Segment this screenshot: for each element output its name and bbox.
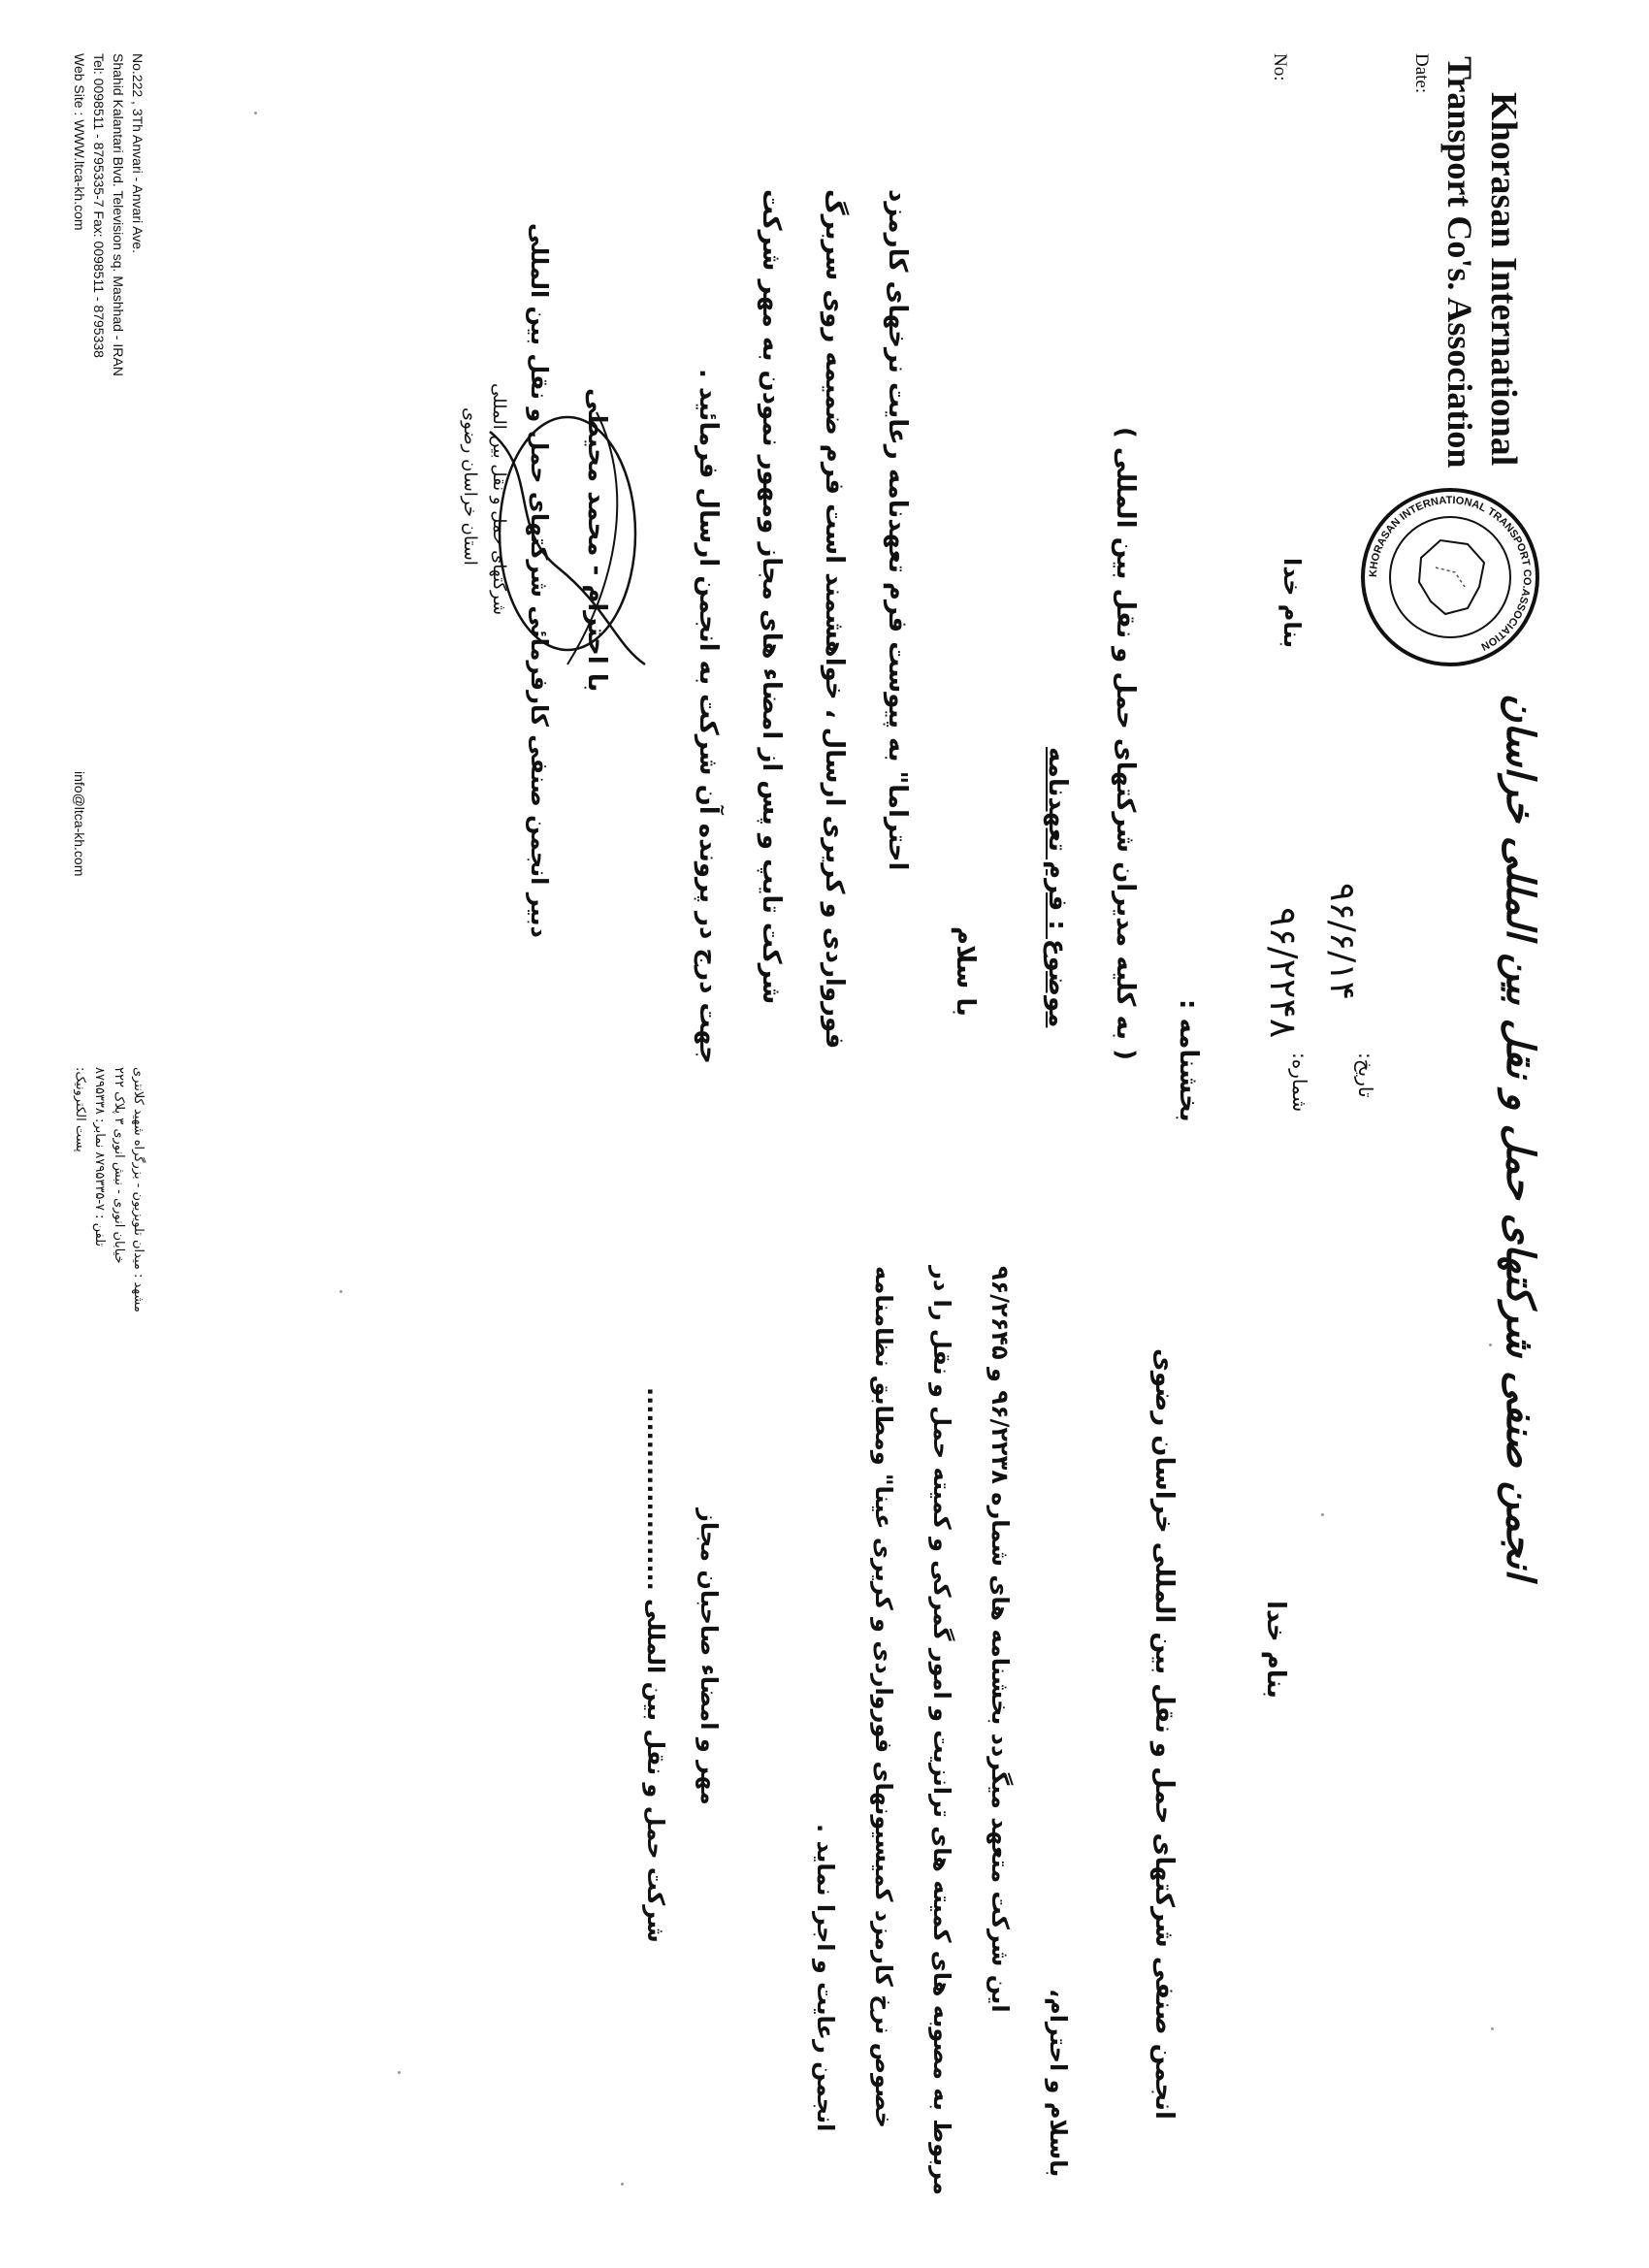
shomare-label: شماره: [1288,1053,1311,1113]
letter2-sign-label: مهر و امضاء صاحبان مجاز [695,1508,723,1805]
footer-web-en: Web Site : WWW.ltca-kh.com [72,53,87,231]
tarikh-label: تاریخ: [1354,1053,1377,1098]
footer-fa-line2: خیابان انوری - نبش انوری ۳ پلاک ۲۲۲ [112,1067,126,1264]
letter2-body-line: انجمن رعایت و اجرا نماید . [812,1824,839,2132]
stamp-text-line1: شرکتهای حمل و نقل بین المللی [489,383,509,616]
letter1-body-line: فورواردی و کریری ارسال ، خواهشمند است فرم ضمیمه روی سربرگ [820,189,849,1050]
date-label: Date: [1411,53,1432,94]
letter2-body-line: مربوط به مصوبه های کمیته های ترانزیت و امور گمرکی و کمیته حمل و نقل را در [928,1266,955,2195]
letter1-greeting: با سلام [951,926,980,1017]
letter1-subject: موضوع : فرم تعهدنامه [1043,747,1072,1028]
letter2-addressee: انجمن صنفی شرکتهای حمل و نقل بین المللی خراسان رضوی [1149,1348,1179,2120]
svg-text:KHORASAN INTERNATIONAL TRANSPO [1368,495,1533,653]
org-name-fa: انجمن صنفی شرکتهای حمل و نقل بین المللی خراسان [1498,694,1542,1580]
letter1-body-line: احتراما" به پیوست فرم تعهدنامه رعایت نرخهای کارمزد [883,189,912,871]
scan-speck [254,112,257,114]
stamp-text-line2: استان خراسان رضوی [460,407,480,566]
seal-text: KHORASAN INTERNATIONAL TRANSPORT CO.ASSOCIATION [1367,494,1534,653]
footer-address-en: No.222 , 3Th Anvari - Anvari Ave. [130,53,146,253]
letter2-body-line: این شرکت متعهد میگردد بخشنامه های شماره ۹۶/۲۲۳۸ و ۹۶/۲۶۴۵ [986,1266,1014,2013]
letter2-body-line: خصوص نرخ کارمزد کمیسیونهای فورواردی و کریری عینا" ومطابق نظامنامه [870,1266,897,2128]
no-label: No: [1270,53,1290,81]
letter1-body-line: جهت درج در پرونده آن شرکت به انجمن ارسال فرمائید . [694,369,723,1064]
letter1-basmala: بنام خدا [1278,558,1306,649]
scan-speck [621,2183,624,2186]
scan-speck [1491,2027,1494,2030]
letter1-addressee: ( به کلیه مدیران شرکتهای حمل و نقل بین المللی ) [1111,427,1140,1060]
footer-tel-en: Tel: 0098511 - 8795335-7 Fax: 0098511 - 8795338 [91,53,107,358]
letter1-signer-title: دبیر انجمن صنفی کارفرمائی شرکتهای حمل و نقل بین المللی [526,223,553,938]
association-seal-logo [1353,480,1547,674]
org-name-en-line1: Khorasan International [1483,92,1524,467]
footer-email: info@ltca-kh.com [72,771,87,877]
footer-fa-line3: تلفن : ۷-۸۷۹۵۳۳۵ نمابر: ۸۷۹۵۳۳۸ [92,1067,107,1247]
letter1-closing: با احترام - محمد محیطی [582,388,611,693]
footer-blvd-en: Shahid Kalantari Blvd. Television sq. Mashhad - IRAN [111,53,126,376]
scan-speck [340,1290,342,1293]
letter1-body-line: شرکت تایپ و پس از امضاء های مجاز ومهور نمودن به مهر شرکت [757,189,786,1005]
letter1-type: بخشنامه : [1174,999,1203,1122]
letter2-greeting: باسلام و احترام، [1045,1989,1072,2178]
scan-speck [1321,1513,1324,1516]
shomare-value: ۹۶/۲۲۴۸ [1262,907,1305,1039]
scan-speck [1489,1344,1492,1346]
footer-fa-line4: پست الکترونیک: [73,1067,87,1152]
signature-stamp-mark [451,373,684,694]
letter2-company-label: شرکت حمل و نقل بین المللی ....................... [642,1387,669,1943]
letter2-basmala: بنام خدا [1261,1601,1290,1699]
tarikh-value: ۹۶/۶/۱۴ [1322,883,1362,1000]
org-name-en-line2: Transport Co's. Association [1440,56,1479,469]
footer-fa-line1: مشهد : میدان تلویزیون - بزرگراه شهید کلانتری [131,1067,146,1312]
scan-speck [398,2071,401,2074]
